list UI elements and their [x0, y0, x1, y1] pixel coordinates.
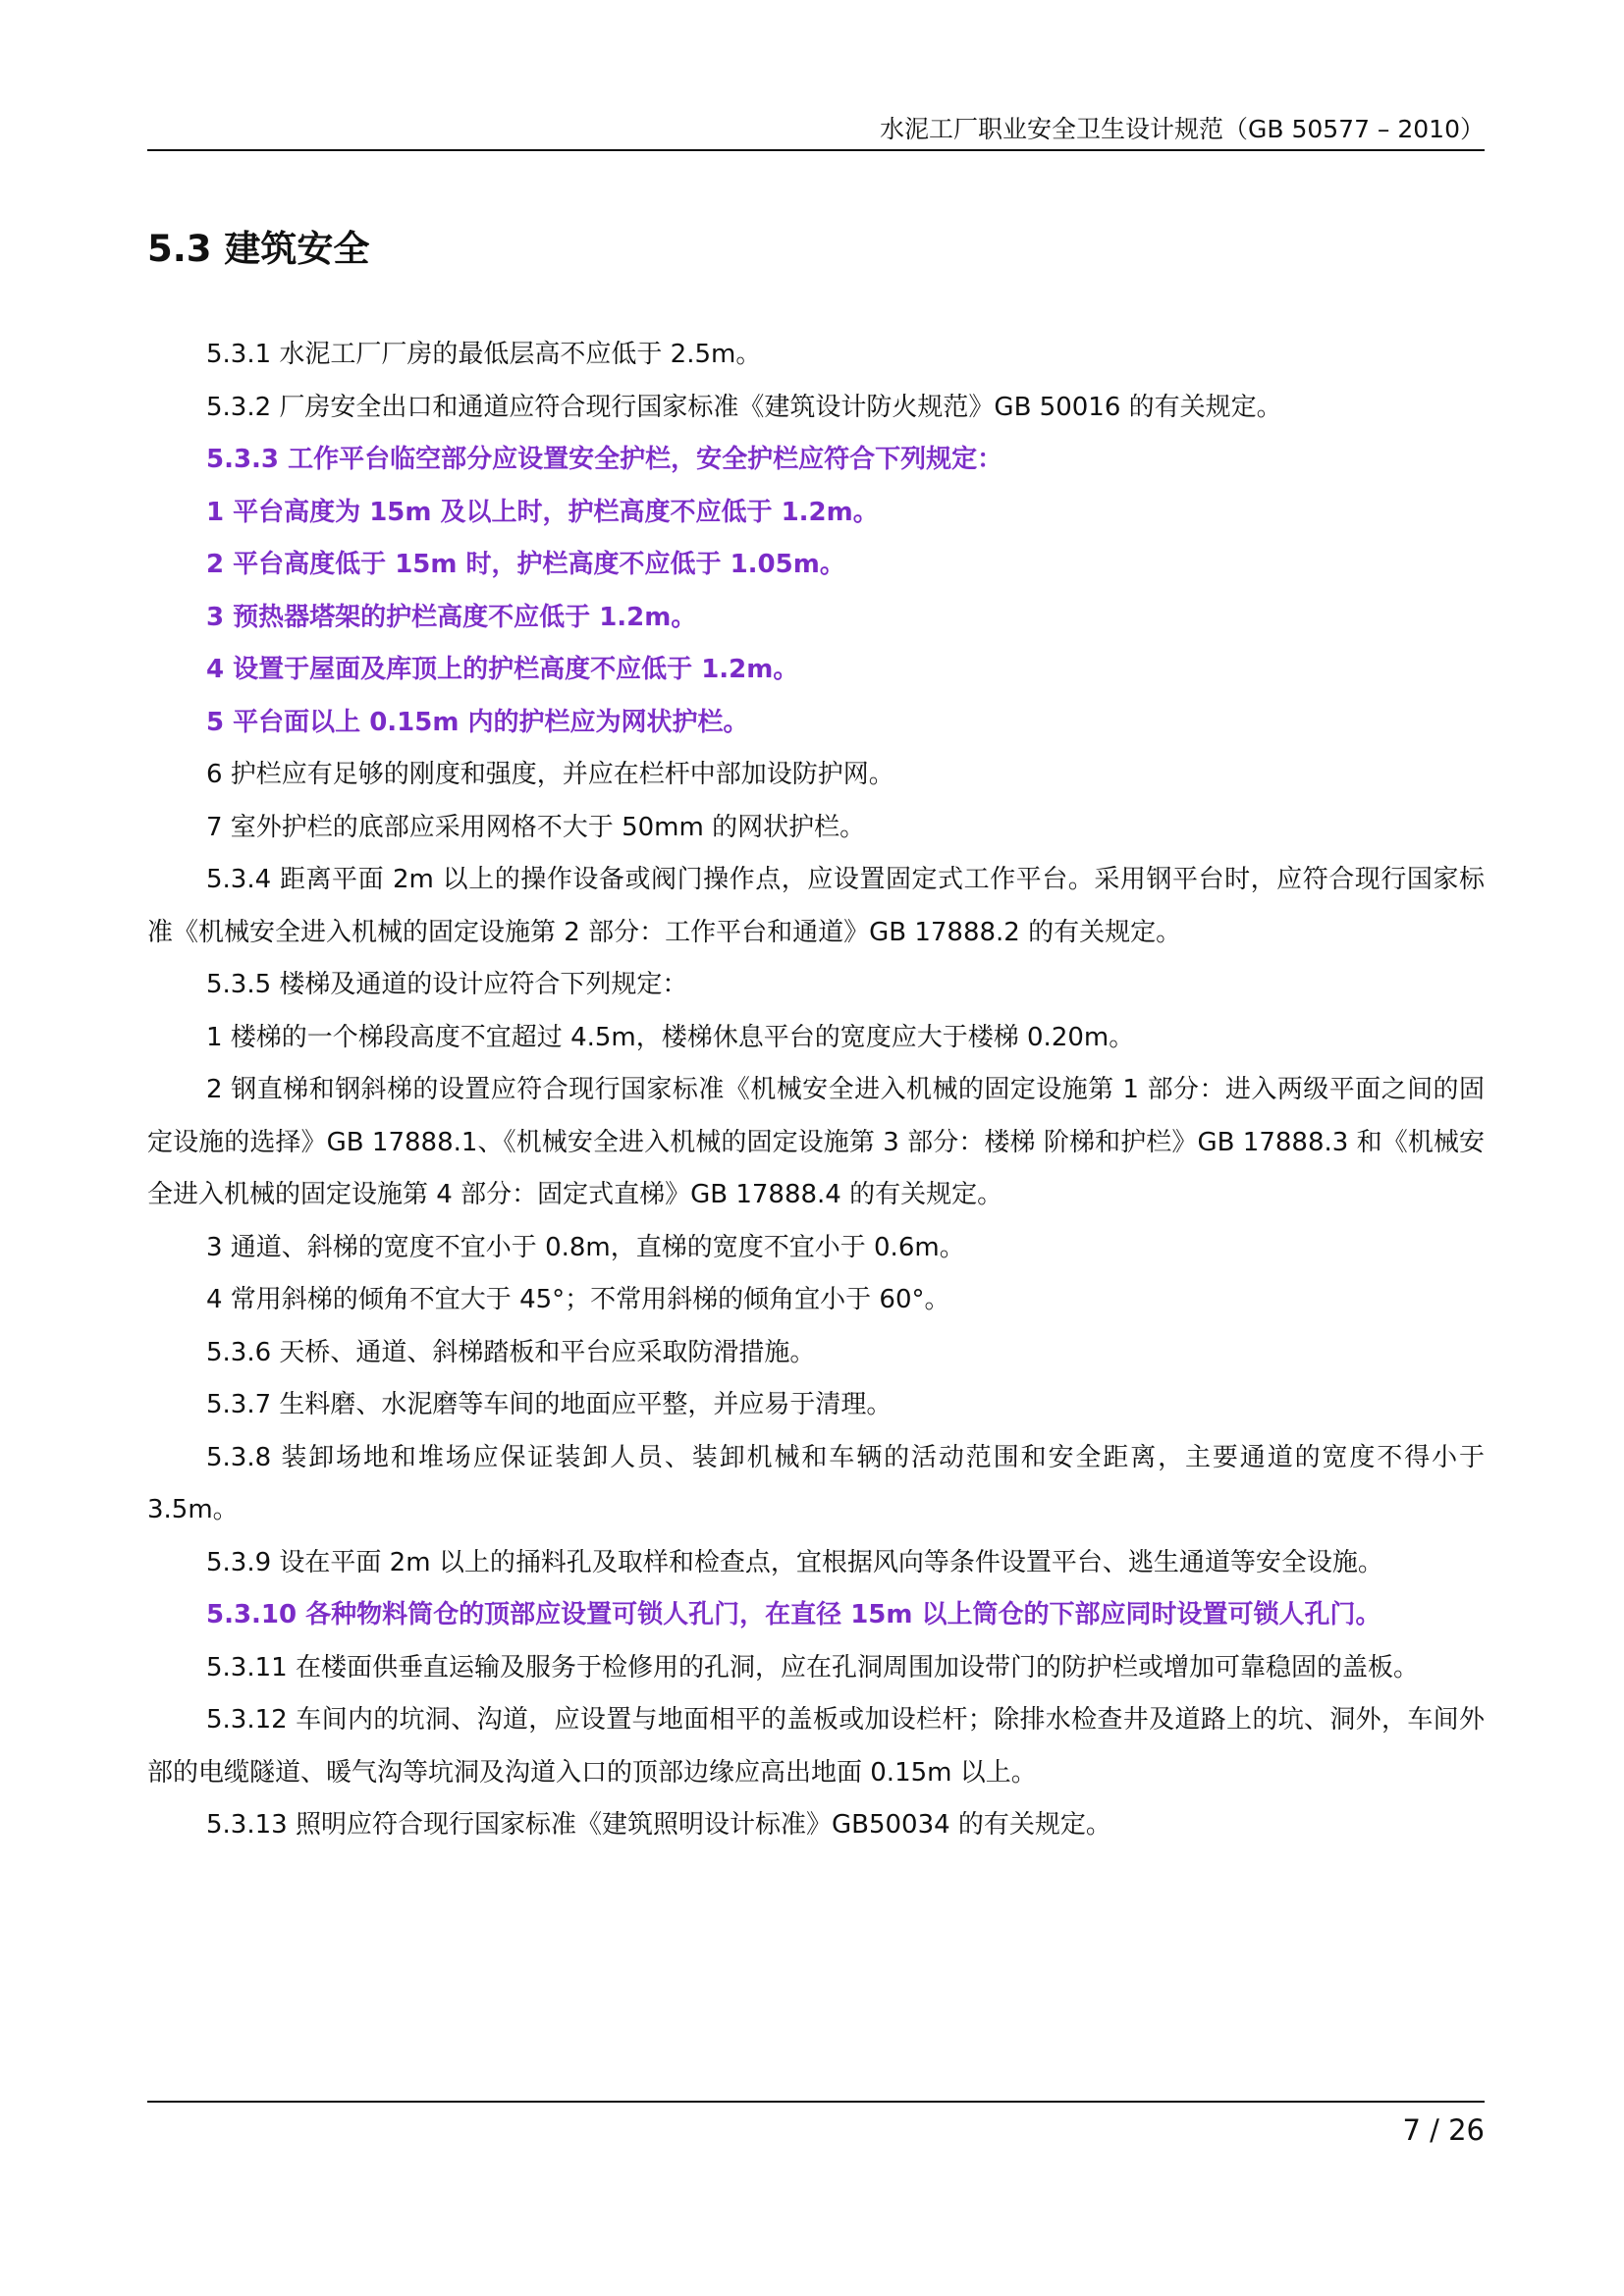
clause-5-3-11: 5.3.11 在楼面供垂直运输及服务于检修用的孔洞，应在孔洞周围加设带门的防护栏或增加可靠稳固的盖板。 — [206, 1652, 1419, 1682]
clause-5-3-4: 5.3.4 距离平面 2m 以上的操作设备或阀门操作点，应设置固定式工作平台。采用钢平台时，应符合现行国家标准《机械安全进入机械的固定设施第 2 部分：工作平台和通道》GB 17888.2 的有关规定。 — [147, 865, 1485, 947]
clause-5-3-3-item-2: 2 平台高度低于 15m 时，护栏高度不应低于 1.05m。 — [206, 550, 845, 579]
clause-5-3-3-item-4: 4 设置于屋面及库顶上的护栏高度不应低于 1.2m。 — [206, 655, 799, 684]
body-text — [147, 329, 1485, 1852]
clause-5-3-3-item-3: 3 预热器塔架的护栏高度不应低于 1.2m。 — [206, 602, 697, 632]
clause-5-3-5-item-1: 1 楼梯的一个梯段高度不宜超过 4.5m，楼梯休息平台的宽度应大于楼梯 0.20m。 — [206, 1022, 1135, 1052]
page-header: 水泥工厂职业安全卫生设计规范（GB 50577 – 2010） — [879, 115, 1485, 143]
clause-5-3-6: 5.3.6 天桥、通道、斜梯踏板和平台应采取防滑措施。 — [206, 1337, 816, 1367]
clause-5-3-13: 5.3.13 照明应符合现行国家标准《建筑照明设计标准》GB50034 的有关规定。 — [206, 1810, 1111, 1840]
page-number: 7 / 26 — [1402, 2113, 1485, 2147]
clause-5-3-5-item-4: 4 常用斜梯的倾角不宜大于 45°；不常用斜梯的倾角宜小于 60°。 — [206, 1285, 950, 1314]
clause-5-3-3-item-5: 5 平台面以上 0.15m 内的护栏应为网状护栏。 — [206, 707, 749, 737]
clause-5-3-10: 5.3.10 各种物料筒仓的顶部应设置可锁人孔门，在直径 15m 以上筒仓的下部应同时设置可锁人孔门。 — [206, 1600, 1381, 1629]
clause-5-3-5-item-3: 3 通道、斜梯的宽度不宜小于 0.8m，直梯的宽度不宜小于 0.6m。 — [206, 1232, 965, 1262]
clause-5-3-5-item-2: 2 钢直梯和钢斜梯的设置应符合现行国家标准《机械安全进入机械的固定设施第 1 部分：进入两级平面之间的固定设施的选择》GB 17888.1、《机械安全进入机械的固定设施第 3 部分：楼梯 阶梯和护栏》GB 17888.3 和《机械安全进入机械的固定设施第 4 部分：固定式直梯》GB 17888.4 的有关规定。 — [147, 1075, 1485, 1209]
footer-rule — [147, 2101, 1485, 2103]
clause-5-3-3-item-6: 6 护栏应有足够的刚度和强度，并应在栏杆中部加设防护网。 — [206, 760, 894, 789]
section-title: 5.3 建筑安全 — [147, 228, 370, 270]
clause-5-3-5: 5.3.5 楼梯及通道的设计应符合下列规定： — [206, 970, 688, 999]
header-rule — [147, 149, 1485, 151]
clause-5-3-3-item-7: 7 室外护栏的底部应采用网格不大于 50mm 的网状护栏。 — [206, 812, 866, 842]
clause-5-3-2: 5.3.2 厂房安全出口和通道应符合现行国家标准《建筑设计防火规范》GB 50016 的有关规定。 — [206, 392, 1282, 422]
clause-5-3-3-item-1: 1 平台高度为 15m 及以上时，护栏高度不应低于 1.2m。 — [206, 497, 879, 527]
clause-5-3-9: 5.3.9 设在平面 2m 以上的捅料孔及取样和检查点，宜根据风向等条件设置平台、逃生通道等安全设施。 — [206, 1547, 1383, 1577]
clause-5-3-3: 5.3.3 工作平台临空部分应设置安全护栏，安全护栏应符合下列规定： — [206, 445, 1003, 474]
clause-5-3-7: 5.3.7 生料磨、水泥磨等车间的地面应平整，并应易于清理。 — [206, 1390, 893, 1419]
clause-5-3-12: 5.3.12 车间内的坑洞、沟道，应设置与地面相平的盖板或加设栏杆；除排水检查井及道路上的坑、洞外，车间外部的电缆隧道、暖气沟等坑洞及沟道入口的顶部边缘应高出地面 0.15m 以上。 — [147, 1705, 1485, 1788]
clause-5-3-8: 5.3.8 装卸场地和堆场应保证装卸人员、装卸机械和车辆的活动范围和安全距离，主要通道的宽度不得小于 3.5m。 — [147, 1442, 1485, 1524]
clause-5-3-1: 5.3.1 水泥工厂厂房的最低层高不应低于 2.5m。 — [206, 340, 762, 369]
